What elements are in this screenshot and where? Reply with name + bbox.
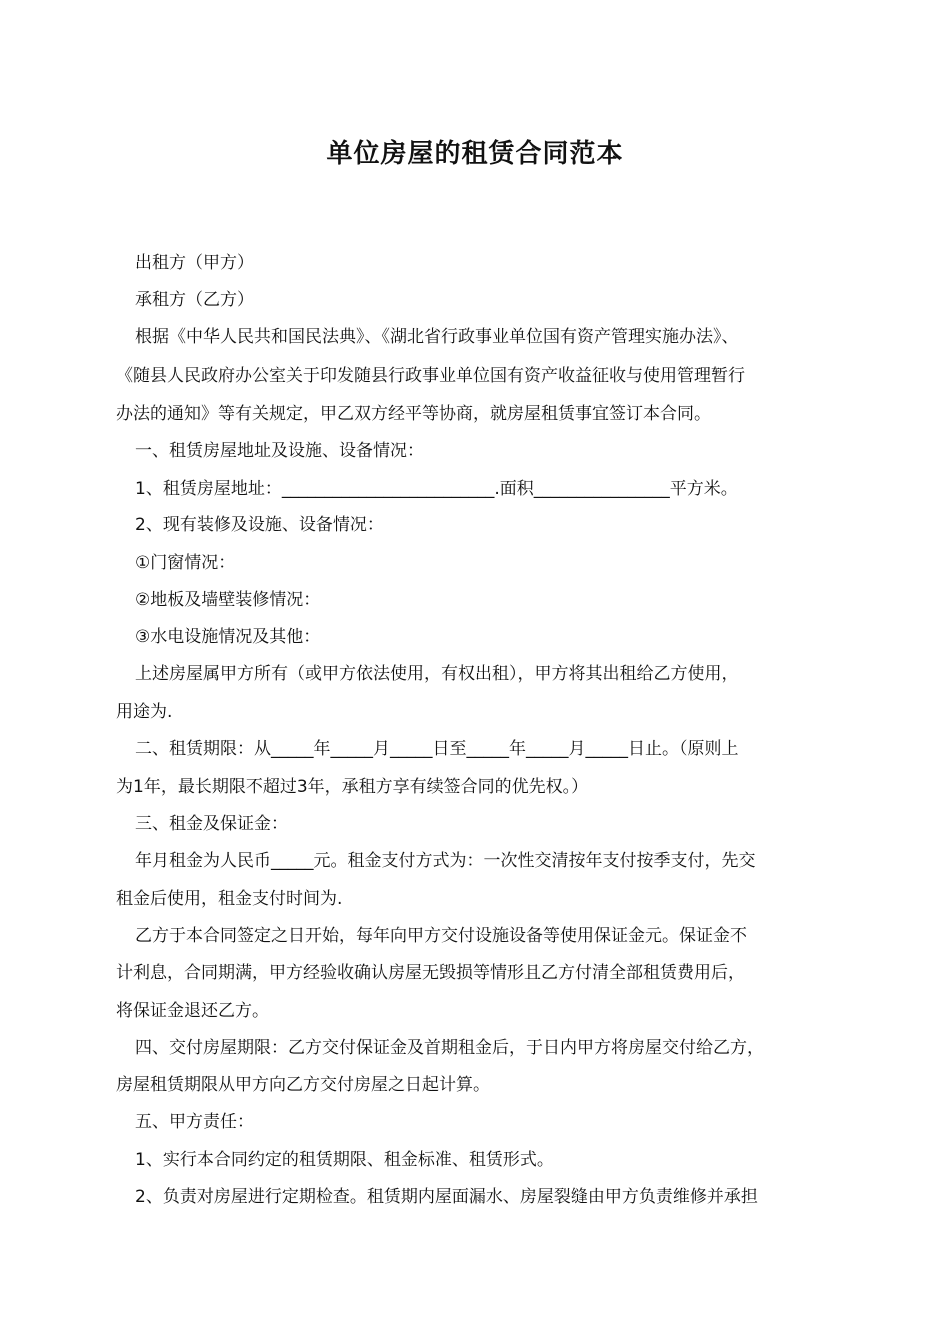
section-3-heading: 三、租金及保证金： xyxy=(135,814,288,834)
section-1-item-1: 1、租赁房屋地址：_________________________.面积________________平方米。 xyxy=(135,479,738,499)
section-2-line-1: 二、租赁期限：从_____年_____月_____日至_____年_____月_____日止。（原则上 xyxy=(135,739,739,759)
section-2-line-2: 为1年，最长期限不超过3年，承租方享有续签合同的优先权。） xyxy=(116,777,589,797)
section-1-sub-3: ③水电设施情况及其他： xyxy=(135,627,321,647)
section-1-sub-1: ①门窗情况： xyxy=(135,553,236,573)
section-3-rent-line-2: 租金后使用，租金支付时间为. xyxy=(116,889,343,909)
section-5-item-1: 1、实行本合同约定的租赁期限、租金标准、租赁形式。 xyxy=(135,1150,554,1170)
section-5-heading: 五、甲方责任： xyxy=(135,1112,254,1132)
section-3-deposit-line-3: 将保证金退还乙方。 xyxy=(116,1001,269,1021)
section-1-heading: 一、租赁房屋地址及设施、设备情况： xyxy=(135,441,424,461)
section-1-sub-2: ②地板及墙壁装修情况： xyxy=(135,590,321,610)
preamble-line-3: 办法的通知》等有关规定，甲乙双方经平等协商，就房屋租赁事宜签订本合同。 xyxy=(116,404,711,424)
section-1-ownership-line-2: 用途为. xyxy=(116,702,173,722)
section-4-line-2: 房屋租赁期限从甲方向乙方交付房屋之日起计算。 xyxy=(116,1075,490,1095)
section-1-ownership-line-1: 上述房屋属甲方所有（或甲方依法使用，有权出租），甲方将其出租给乙方使用， xyxy=(135,664,739,684)
preamble-line-2: 《随县人民政府办公室关于印发随县行政事业单位国有资产收益征收与使用管理暂行 xyxy=(116,366,745,386)
section-3-deposit-line-2: 计利息，合同期满，甲方经验收确认房屋无毁损等情形且乙方付清全部租赁费用后， xyxy=(116,963,745,983)
section-1-item-2: 2、现有装修及设施、设备情况： xyxy=(135,515,384,535)
section-4-line-1: 四、交付房屋期限：乙方交付保证金及首期租金后，于日内甲方将房屋交付给乙方， xyxy=(135,1038,764,1058)
party-b-line: 承租方（乙方） xyxy=(135,290,254,310)
section-3-rent-line-1: 年月租金为人民币_____元。租金支付方式为：一次性交清按年支付按季支付，先交 xyxy=(135,851,756,871)
section-5-item-2: 2、负责对房屋进行定期检查。租赁期内屋面漏水、房屋裂缝由甲方负责维修并承担 xyxy=(135,1187,758,1207)
party-a-line: 出租方（甲方） xyxy=(135,253,254,273)
document-title: 单位房屋的租赁合同范本 xyxy=(326,139,624,169)
preamble-line-1: 根据《中华人民共和国民法典》、《湖北省行政事业单位国有资产管理实施办法》、 xyxy=(135,327,739,347)
section-3-deposit-line-1: 乙方于本合同签定之日开始，每年向甲方交付设施设备等使用保证金元。保证金不 xyxy=(135,926,747,946)
